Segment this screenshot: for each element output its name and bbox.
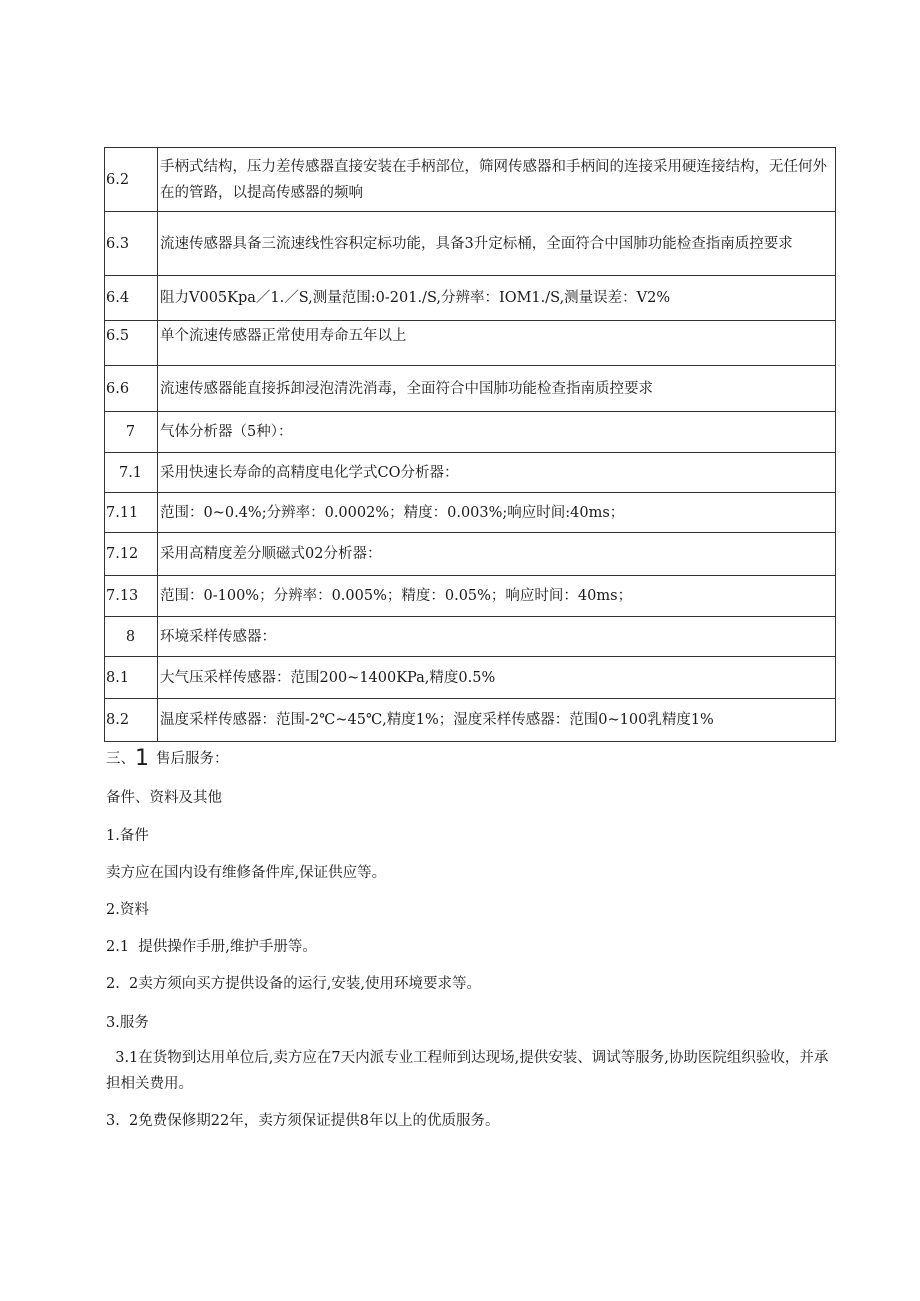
row-text: 环境采样传感器： [158, 617, 836, 657]
row-text: 流速传感器能直接拆卸浸泡清洗消毒，全面符合中国肺功能检查指南质控要求 [158, 366, 836, 412]
table-row [105, 366, 836, 412]
paragraph: 2. 2卖方须向买方提供设备的运行,安装,使用环境要求等。 [106, 976, 481, 992]
section-title: 售后服务： [156, 751, 229, 767]
table-row [105, 699, 836, 742]
paragraph: 2.1 提供操作手册,维护手册等。 [106, 939, 317, 955]
table-row [105, 148, 836, 212]
table-row [105, 453, 836, 493]
paragraph: 2.资料 [106, 902, 149, 918]
row-text: 采用高精度差分顺磁式02分析器： [158, 533, 836, 576]
section-number: 1 [135, 746, 149, 771]
paragraph: 3. 2免费保修期22年，卖方须保证提供8年以上的优质服务。 [106, 1113, 500, 1129]
table-row [105, 412, 836, 453]
section-prefix: 三、 [106, 751, 135, 767]
table-row [105, 276, 836, 321]
table-row [105, 321, 836, 366]
paragraph: 3.服务 [106, 1015, 149, 1031]
row-number: 6.4 [105, 276, 158, 321]
row-text: 大气压采样传感器：范围200~1400KPa,精度0.5% [158, 657, 836, 699]
row-number: 7.13 [105, 576, 158, 617]
row-number: 7.1 [105, 453, 158, 493]
row-text: 流速传感器具备三流速线性容积定标功能，具备3升定标桶，全面符合中国肺功能检查指南质控要求 [158, 212, 836, 276]
row-text: 范围：0~0.4%;分辨率：0.0002%；精度：0.003%;响应时间:40ms； [158, 493, 836, 533]
row-number: 6.2 [105, 148, 158, 212]
table-row [105, 212, 836, 276]
paragraph: 卖方应在国内设有维修备件库,保证供应等。 [106, 865, 387, 881]
row-number: 6.3 [105, 212, 158, 276]
paragraph: 1.备件 [106, 828, 149, 844]
table-row [105, 617, 836, 657]
table-row [105, 576, 836, 617]
table-row [105, 533, 836, 576]
row-text: 阻力V005Kpa／1.／S,测量范围:0-201./S,分辨率：IOM1./S,测量误差：V2% [158, 276, 836, 321]
table-row [105, 657, 836, 699]
row-text: 采用快速长寿命的高精度电化学式CO分析器： [158, 453, 836, 493]
spec-table [104, 147, 836, 742]
row-number: 8 [105, 617, 158, 657]
row-number: 8.2 [105, 699, 158, 742]
row-text: 范围：0-100%；分辨率：0.005%；精度：0.05%；响应时间：40ms； [158, 576, 836, 617]
row-number: 7.11 [105, 493, 158, 533]
table-row [105, 493, 836, 533]
row-text: 单个流速传感器正常使用寿命五年以上 [158, 321, 836, 366]
row-number: 8.1 [105, 657, 158, 699]
row-text: 温度采样传感器：范围-2℃~45℃,精度1%；湿度采样传感器：范围0~100乳精度1% [158, 699, 836, 742]
row-text: 气体分析器（5种）： [158, 412, 836, 453]
row-text: 手柄式结构，压力差传感器直接安装在手柄部位，筛网传感器和手柄间的连接采用硬连接结构，无任何外在的管路，以提高传感器的频响 [158, 148, 836, 212]
row-number: 7.12 [105, 533, 158, 576]
row-number: 6.5 [105, 321, 158, 366]
paragraph: 3.1在货物到达用单位后,卖方应在7天内派专业工程师到达现场,提供安装、调试等服务,协助医院组织验收，并承担相关费用。 [106, 1050, 829, 1092]
row-number: 7 [105, 412, 158, 453]
paragraph: 备件、资料及其他 [106, 790, 222, 806]
row-number: 6.6 [105, 366, 158, 412]
section-heading [106, 746, 229, 772]
